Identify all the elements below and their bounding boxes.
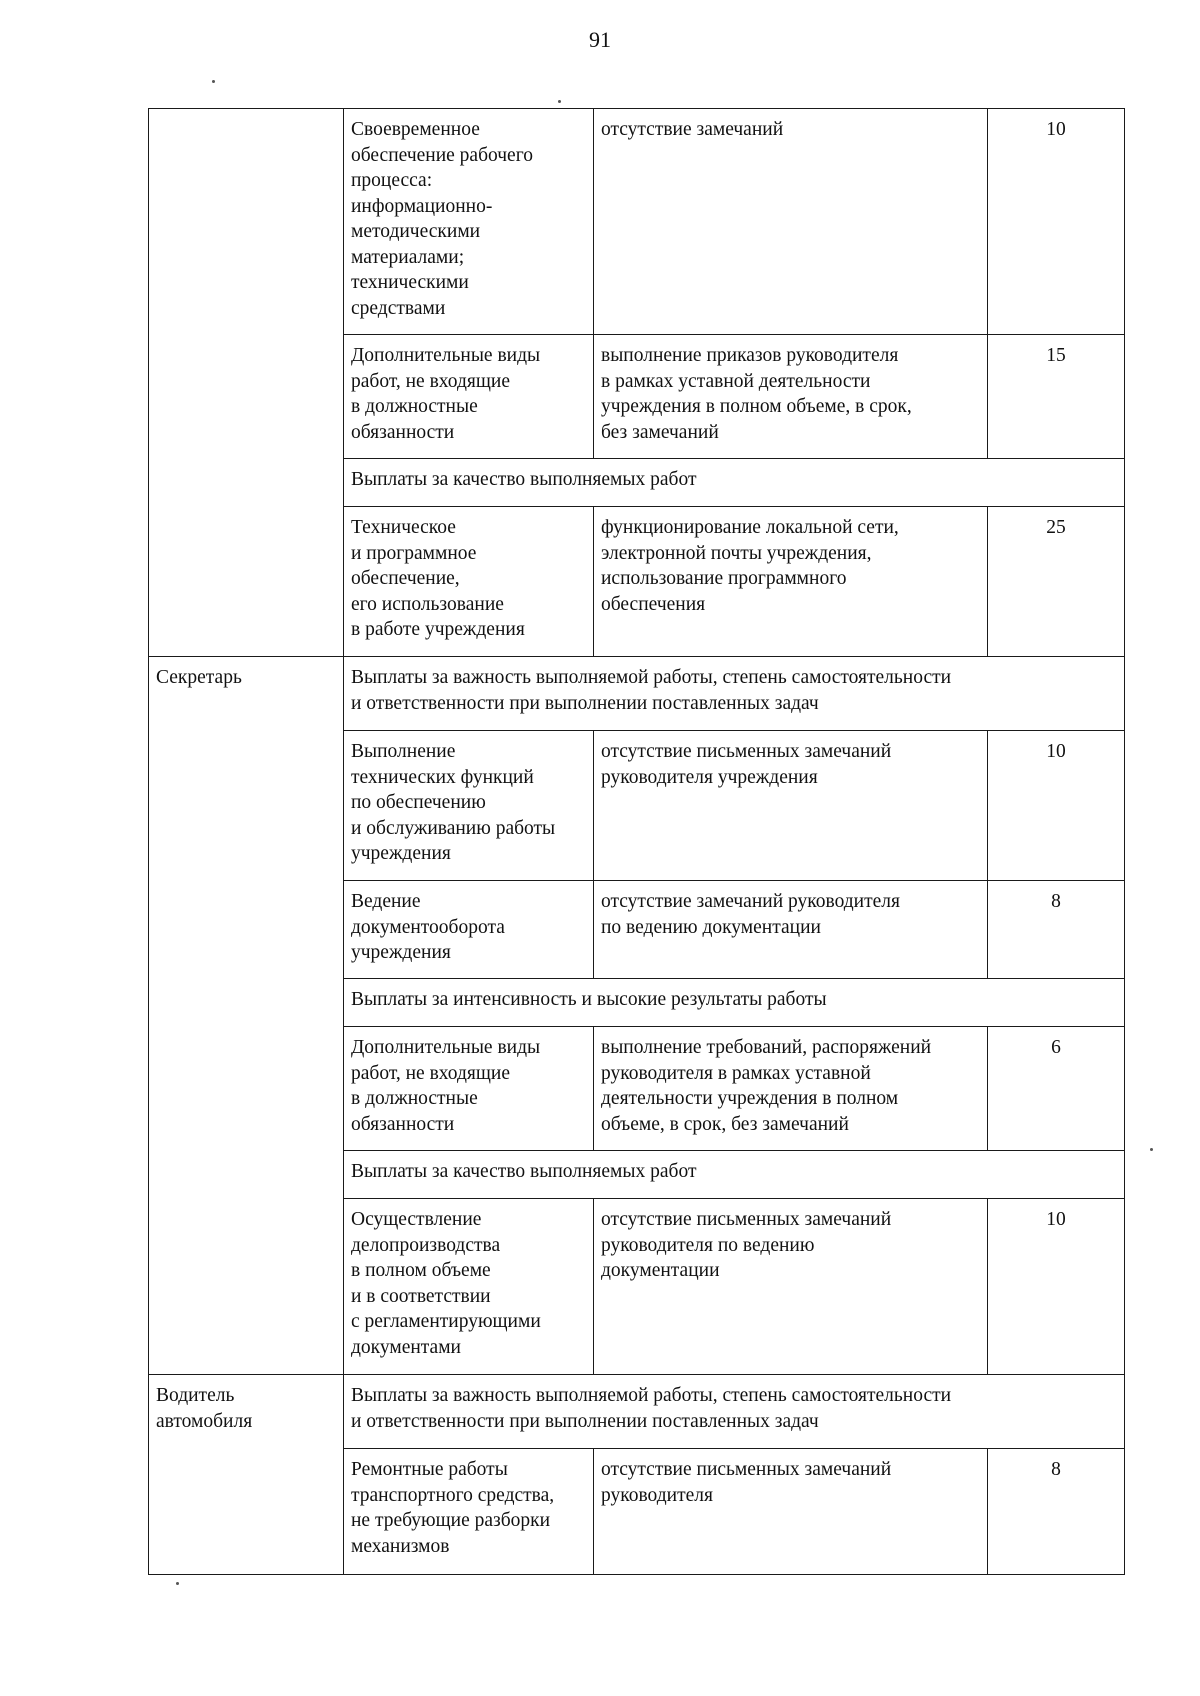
criteria-table-body xyxy=(149,109,1125,1575)
criterion-cell: Выполнение технических функций по обеспечению и обслуживанию работы учреждения xyxy=(344,731,594,881)
points-cell: 15 xyxy=(988,335,1125,459)
criterion-cell: Ведение документооборота учреждения xyxy=(344,881,594,979)
condition-cell: выполнение приказов руководителя в рамках уставной деятельности учреждения в полном объеме, в срок, без замечаний xyxy=(594,335,988,459)
scan-speck xyxy=(176,1582,179,1585)
position-cell: Водитель автомобиля xyxy=(149,1375,344,1575)
scan-speck xyxy=(558,100,561,103)
condition-cell: выполнение требований, распоряжений руководителя в рамках уставной деятельности учреждения в полном объеме, в срок, без замечаний xyxy=(594,1027,988,1151)
criterion-cell: Дополнительные виды работ, не входящие в должностные обязанности xyxy=(344,1027,594,1151)
points-cell: 25 xyxy=(988,507,1125,657)
criterion-cell: Ремонтные работы транспортного средства, не требующие разборки механизмов xyxy=(344,1449,594,1575)
condition-cell: отсутствие письменных замечаний руководителя учреждения xyxy=(594,731,988,881)
points-cell: 10 xyxy=(988,1199,1125,1375)
section-row xyxy=(149,657,1125,731)
condition-cell: отсутствие письменных замечаний руководителя по ведению документации xyxy=(594,1199,988,1375)
table-row xyxy=(149,109,1125,335)
criterion-cell: Своевременное обеспечение рабочего процесса: информационно- методическими материалами; техническими средствами xyxy=(344,109,594,335)
points-cell: 10 xyxy=(988,109,1125,335)
page-number: 91 xyxy=(589,27,611,52)
section-heading: Выплаты за качество выполняемых работ xyxy=(344,459,1125,507)
criterion-cell: Техническое и программное обеспечение, его использование в работе учреждения xyxy=(344,507,594,657)
condition-cell: отсутствие замечаний xyxy=(594,109,988,335)
points-cell: 8 xyxy=(988,1449,1125,1575)
section-heading: Выплаты за интенсивность и высокие результаты работы xyxy=(344,979,1125,1027)
points-cell: 8 xyxy=(988,881,1125,979)
condition-cell: отсутствие письменных замечаний руководителя xyxy=(594,1449,988,1575)
section-heading: Выплаты за важность выполняемой работы, степень самостоятельности и ответственности при выполнении поставленных задач xyxy=(344,657,1125,731)
position-cell xyxy=(149,109,344,657)
condition-cell: функционирование локальной сети, электронной почты учреждения, использование программного обеспечения xyxy=(594,507,988,657)
section-row xyxy=(149,1375,1125,1449)
criterion-cell: Осуществление делопроизводства в полном объеме и в соответствии с регламентирующими документами xyxy=(344,1199,594,1375)
condition-cell: отсутствие замечаний руководителя по ведению документации xyxy=(594,881,988,979)
points-cell: 10 xyxy=(988,731,1125,881)
scan-speck xyxy=(212,80,215,83)
scan-speck xyxy=(1150,1148,1153,1151)
criteria-table xyxy=(148,108,1125,1575)
points-cell: 6 xyxy=(988,1027,1125,1151)
criterion-cell: Дополнительные виды работ, не входящие в должностные обязанности xyxy=(344,335,594,459)
section-heading: Выплаты за качество выполняемых работ xyxy=(344,1151,1125,1199)
position-cell: Секретарь xyxy=(149,657,344,1375)
section-heading: Выплаты за важность выполняемой работы, степень самостоятельности и ответственности при выполнении поставленных задач xyxy=(344,1375,1125,1449)
